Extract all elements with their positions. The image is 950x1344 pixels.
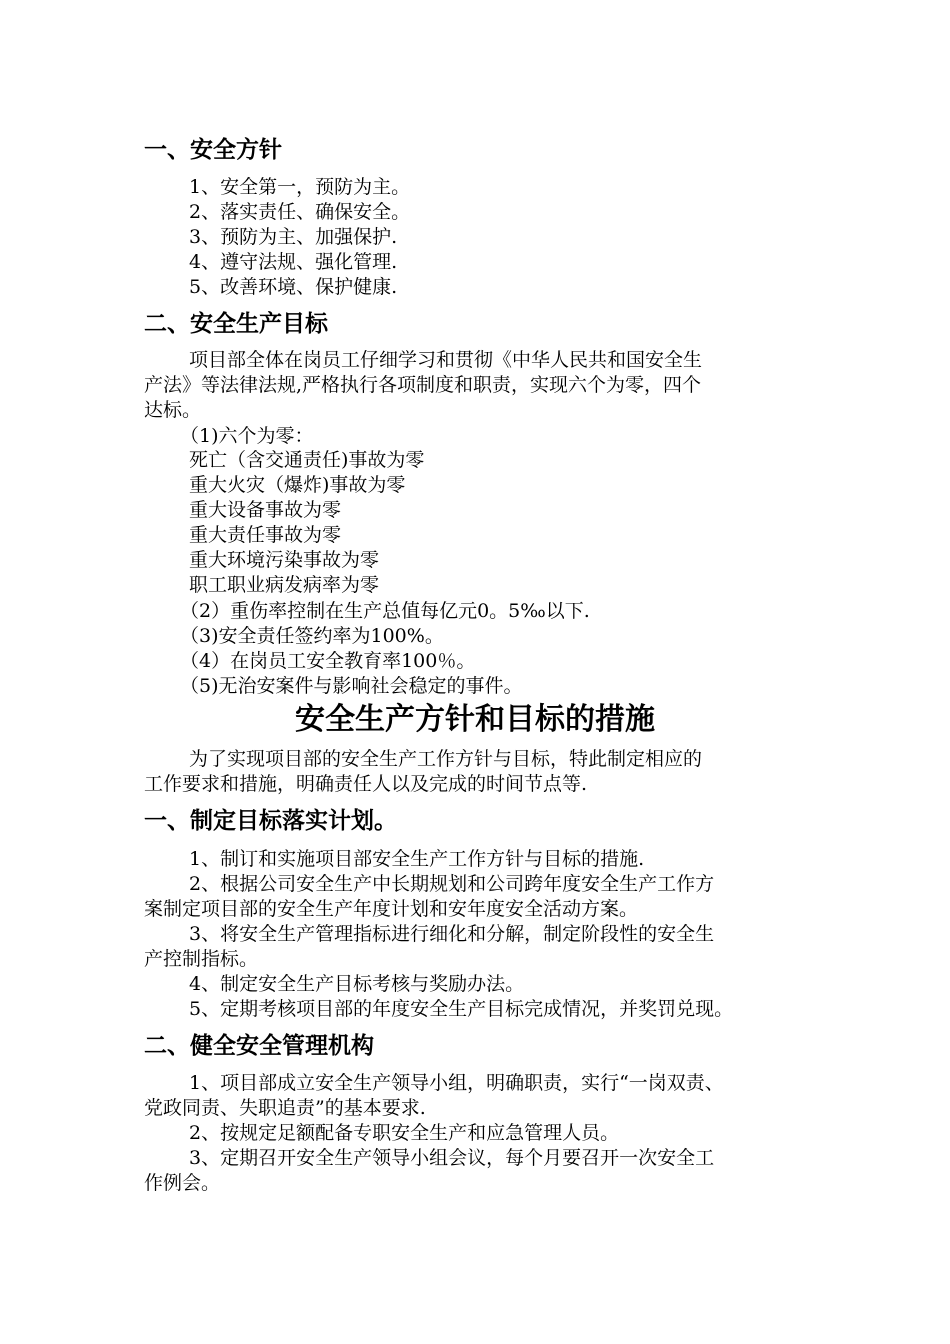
paragraph-line: 2、根据公司安全生产中长期规划和公司跨年度安全生产工作方 xyxy=(189,873,715,895)
list-item: 5、改善环境、保护健康. xyxy=(189,276,398,298)
paragraph-line: 项目部全体在岗员工仔细学习和贯彻《中华人民共和国安全生 xyxy=(189,349,703,371)
paragraph-line: 产法》等法律法规,严格执行各项制度和职责，实现六个为零，四个 xyxy=(144,374,702,396)
section-heading-safety-policy: 一、安全方针 xyxy=(144,137,282,163)
paragraph-line: 产控制指标。 xyxy=(144,948,259,970)
zero-goals-label: （1)六个为零： xyxy=(180,425,314,447)
paragraph-line: 党政同责、失职追责”的基本要求. xyxy=(144,1097,426,1119)
paragraph-line: 5、定期考核项目部的年度安全生产目标完成情况，并奖罚兑现。 xyxy=(189,998,734,1020)
paragraph-line: 案制定项目部的安全生产年度计划和安年度安全活动方案。 xyxy=(144,898,639,920)
target-item: （3)安全责任签约率为100%。 xyxy=(180,625,444,647)
section-heading-management-org: 二、健全安全管理机构 xyxy=(144,1033,374,1059)
paragraph-line: 3、定期召开安全生产领导小组会议，每个月要召开一次安全工 xyxy=(189,1147,715,1169)
list-item: 重大环境污染事故为零 xyxy=(189,549,380,571)
target-item: （5)无治安案件与影响社会稳定的事件。 xyxy=(180,675,523,697)
target-item: （2）重伤率控制在生产总值每亿元0。5‰以下. xyxy=(180,600,590,622)
list-item: 重大设备事故为零 xyxy=(189,499,342,521)
paragraph-line: 为了实现项目部的安全生产工作方针与目标，特此制定相应的 xyxy=(189,748,703,770)
paragraph-line: 2、按规定足额配备专职安全生产和应急管理人员。 xyxy=(189,1122,620,1144)
paragraph-line: 3、将安全生产管理指标进行细化和分解，制定阶段性的安全生 xyxy=(189,923,715,945)
list-item: 职工职业病发病率为零 xyxy=(189,574,380,596)
paragraph-line: 4、制定安全生产目标考核与奖励办法。 xyxy=(189,973,525,995)
page-title: 安全生产方针和目标的措施 xyxy=(295,702,655,737)
section-heading-target-plan: 一、制定目标落实计划。 xyxy=(144,808,397,834)
list-item: 2、落实责任、确保安全。 xyxy=(189,201,411,223)
paragraph-line: 达标。 xyxy=(144,399,202,421)
list-item: 4、遵守法规、强化管理. xyxy=(189,251,398,273)
paragraph-line: 1、制订和实施项目部安全生产工作方针与目标的措施. xyxy=(189,848,645,870)
list-item: 3、预防为主、加强保护. xyxy=(189,226,398,248)
list-item: 重大责任事故为零 xyxy=(189,524,342,546)
paragraph-line: 1、项目部成立安全生产领导小组，明确职责，实行“一岗双责、 xyxy=(189,1072,724,1094)
list-item: 重大火灾（爆炸)事故为零 xyxy=(189,474,406,496)
section-heading-safety-goals: 二、安全生产目标 xyxy=(144,311,328,337)
list-item: 1、安全第一，预防为主。 xyxy=(189,176,411,198)
target-item: （4）在岗员工安全教育率100％。 xyxy=(180,650,476,672)
paragraph-line: 作例会。 xyxy=(144,1172,221,1194)
paragraph-line: 工作要求和措施，明确责任人以及完成的时间节点等. xyxy=(144,773,588,795)
list-item: 死亡（含交通责任)事故为零 xyxy=(189,449,425,471)
